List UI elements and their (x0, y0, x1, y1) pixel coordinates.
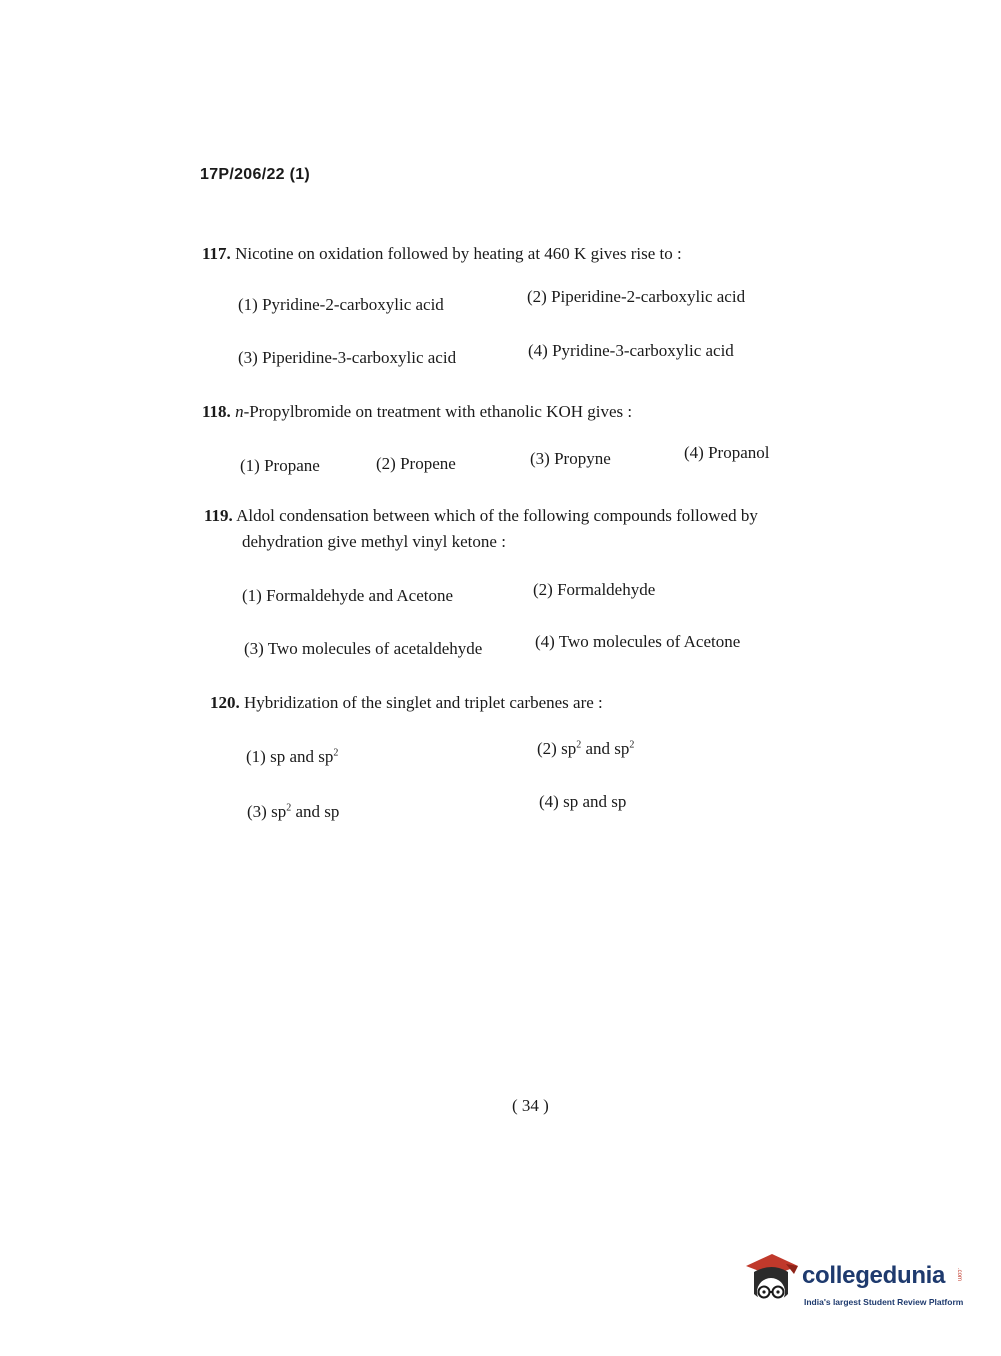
option-118-3[interactable]: (3) Propyne (530, 449, 611, 468)
question-118 (202, 399, 632, 425)
collegedunia-logo[interactable] (742, 1250, 972, 1314)
option-118-1[interactable]: (1) Propane (240, 456, 320, 475)
question-117 (202, 241, 682, 267)
page-number: ( 34 ) (512, 1096, 549, 1115)
question-text: Nicotine on oxidation followed by heating at 460 K gives rise to : (235, 244, 682, 263)
question-number: 120. (210, 693, 240, 712)
student-mascot-icon (742, 1250, 802, 1314)
option-119-3[interactable]: (3) Two molecules of acetaldehyde (244, 639, 483, 658)
option-117-3[interactable]: (3) Piperidine-3-carboxylic acid (238, 348, 457, 367)
option-117-2[interactable]: (2) Piperidine-2-carboxylic acid (527, 287, 746, 306)
option-117-1[interactable]: (1) Pyridine-2-carboxylic acid (238, 295, 444, 314)
question-number: 117. (202, 244, 231, 263)
question-number: 118. (202, 402, 231, 421)
question-119 (204, 503, 758, 555)
option-120-2[interactable]: (2) $sp^2$ and $sp^2$ (537, 739, 635, 758)
option-118-2[interactable]: (2) Propene (376, 454, 456, 473)
option-120-1[interactable]: (1) sp and $sp^2$ (246, 747, 339, 766)
question-number: 119. (204, 506, 233, 525)
logo-suffix: .com (956, 1268, 962, 1282)
question-text-continued: dehydration give methyl vinyl ketone : (242, 532, 506, 551)
question-prefix: n (235, 402, 244, 421)
question-text: Hybridization of the singlet and triplet carbenes are : (244, 693, 603, 712)
option-119-4[interactable]: (4) Two molecules of Acetone (535, 632, 741, 651)
option-120-4[interactable]: (4) sp and sp (539, 792, 627, 811)
option-117-4[interactable]: (4) Pyridine-3-carboxylic acid (528, 341, 734, 360)
logo-tagline: India's largest Student Review Platform (804, 1297, 964, 1307)
option-119-1[interactable]: (1) Formaldehyde and Acetone (242, 586, 454, 605)
option-120-3[interactable]: (3) $sp^2$ and sp (247, 802, 340, 821)
option-119-2[interactable]: (2) Formaldehyde (533, 580, 656, 599)
question-120 (210, 690, 603, 716)
option-118-4[interactable]: (4) Propanol (684, 443, 770, 462)
question-text: -Propylbromide on treatment with ethanolic KOH gives : (243, 402, 633, 421)
paper-code: 17P/206/22 (1) (200, 166, 311, 183)
question-text: Aldol condensation between which of the following compounds followed by (236, 506, 758, 525)
logo-name: collegedunia (802, 1262, 946, 1289)
